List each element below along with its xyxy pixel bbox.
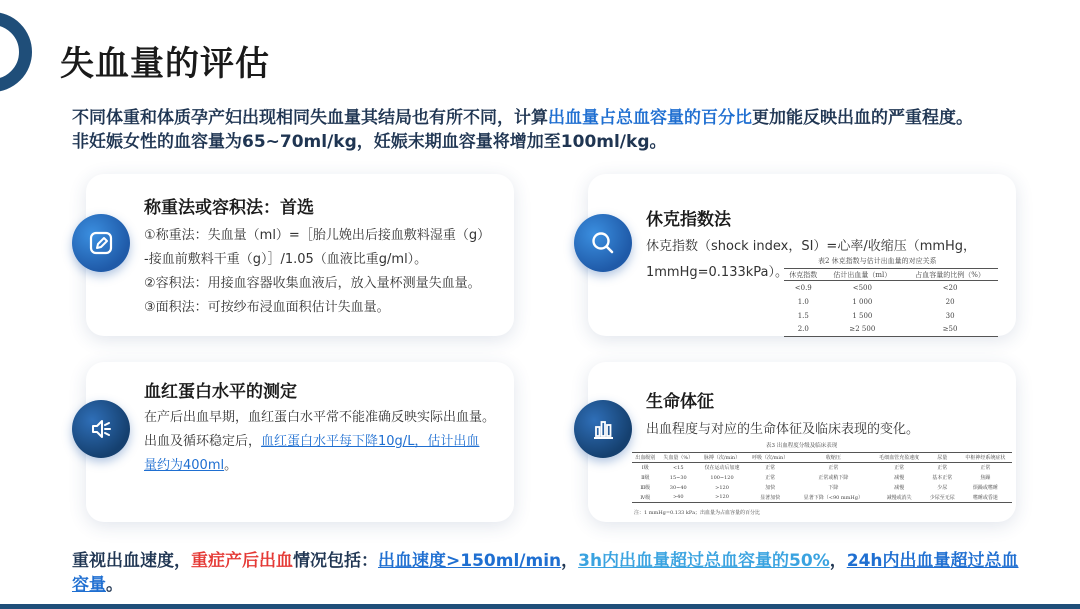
table-row: Ⅱ级 15~30 100~120 正常 正常或稍下降 减慢 基本正常 焦躁 <box>641 474 991 481</box>
shock-index-table <box>784 268 998 337</box>
intro-text <box>72 106 1052 154</box>
table-row: 1.5 1 500 30 <box>797 311 955 320</box>
weighing-card-title: 称重法或容积法：首选 <box>144 198 314 218</box>
table-row: 2.0 ≥2 500 ≥50 <box>784 323 998 337</box>
table-header-row: 出血级别 失血量（%） 脉搏（次/min） 呼吸（次/min） 收缩压 毛细血管充盈速度 尿量 中枢神经系统症状 <box>632 453 1012 463</box>
intro-line-1: 不同体重和体质孕产妇出现相同失血量其结局也有所不同，计算出血量占总血容量的百分比更加能反映出血的严重程度。 <box>72 108 973 128</box>
intro-line-2: 非妊娠女性的血容量为65~70ml/kg，妊娠末期血容量将增加至100ml/kg。 <box>72 132 667 152</box>
edit-icon <box>72 214 130 272</box>
table-row: Ⅲ级 30~40 >120 加快 下降 减慢 少尿 烦躁或嗜睡 <box>640 484 998 491</box>
vitals-card-body <box>646 418 986 442</box>
footer-link-rate[interactable]: 出血速度>150ml/min <box>378 551 562 571</box>
hemoglobin-link-cont[interactable]: 量约为400ml <box>144 458 225 473</box>
shock-line-2: 1mmHg=0.133kPa）。 <box>646 265 788 280</box>
hemoglobin-card-title: 血红蛋白水平的测定 <box>144 382 297 402</box>
vitals-line-1: 出血程度与对应的生命体征及临床表现的变化。 <box>646 422 920 437</box>
page-title: 失血量的评估 <box>60 44 270 84</box>
table-row: <0.9 <500 <20 <box>794 283 958 292</box>
table-row: 1.0 1 000 20 <box>797 297 955 306</box>
footer-link-3h[interactable]: 3h内出血量超过总血容量的50% <box>578 551 830 571</box>
table-header-row <box>784 269 998 281</box>
shock-line-1: 休克指数（shock index，SI）=心率/收缩压（mmHg， <box>646 239 977 254</box>
footer-highlight-red: 重症产后出血 <box>191 551 293 571</box>
intro-highlight: 出血量占总血容量的百分比 <box>548 108 752 128</box>
footer-link-24h[interactable]: 24h内出血量超过总血容量 <box>72 551 1019 595</box>
table-header-cell: 休克指数 <box>789 270 818 279</box>
bottom-accent-bar <box>0 604 1080 609</box>
shock-table-caption: 表2 休克指数与估计出血量的对应关系 <box>818 257 937 265</box>
vitals-table-note: 注：1 mmHg=0.133 kPa；出血量为占血容量的百分比 <box>634 510 761 516</box>
speaker-icon <box>72 400 130 458</box>
table-header-cell: 估计出血量（ml） <box>833 270 892 279</box>
vitals-table-caption: 表3 出血程度分级及临床表现 <box>766 443 838 449</box>
vitals-card-title: 生命体征 <box>646 392 714 412</box>
table-row: Ⅳ级 >40 >120 显著加快 显著下降（<90 mmHg） 减慢或消失 少尿至无尿 嗜睡或昏迷 <box>632 493 1012 503</box>
footer-text: 重视出血速度，重症产后出血情况包括：出血速度>150ml/min，3h内出血量超过总血容量的50%，24h内出血量超过总血容量。 <box>72 551 1019 595</box>
search-icon <box>574 214 632 272</box>
weighing-line-3: ②容积法：用接血容器收集血液后，放入量杯测量失血量。 <box>144 276 481 291</box>
weighing-line-4: ③面积法：可按纱布浸血面积估计失血量。 <box>144 300 390 315</box>
vitals-table <box>632 452 1012 503</box>
hemoglobin-line-2: 出血及循环稳定后，血红蛋白水平每下降10g/L，估计出血 <box>144 434 480 449</box>
decorative-ring <box>0 12 32 92</box>
table-header-cell: 占血容量的比例（%） <box>915 270 985 279</box>
weighing-line-1: ①称重法：失血量（ml）=［胎儿娩出后接血敷料湿重（g） <box>144 228 491 243</box>
hemoglobin-line-1: 在产后出血早期，血红蛋白水平常不能准确反映实际出血量。 <box>144 410 496 425</box>
hemoglobin-link[interactable]: 血红蛋白水平每下降10g/L，估计出血 <box>261 434 480 449</box>
weighing-line-2: -接血前敷料干重（g）］/1.05（血液比重g/ml）。 <box>144 252 428 267</box>
hemoglobin-card-body <box>144 406 504 478</box>
shock-card-title: 休克指数法 <box>646 210 731 230</box>
bar-chart-icon <box>574 400 632 458</box>
weighing-card-body <box>144 224 504 320</box>
hemoglobin-line-3: 量约为400ml。 <box>144 458 238 473</box>
table-row: Ⅰ级 <15 仅在运动后加速 正常 正常 正常 正常 正常 <box>641 464 991 472</box>
